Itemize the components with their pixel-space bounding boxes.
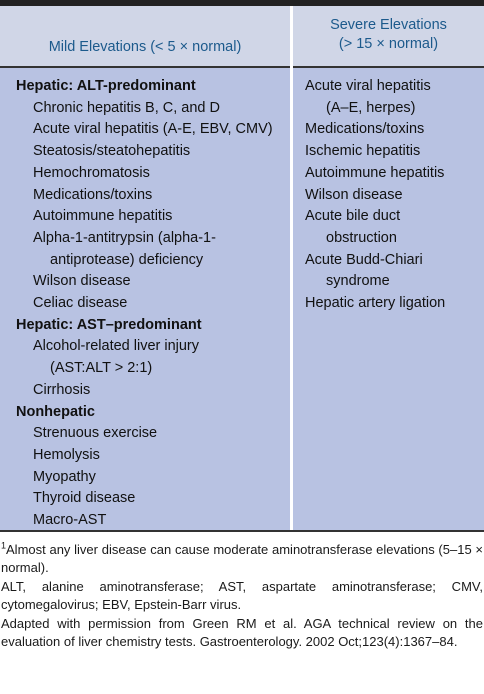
severe-elevations-header — [293, 6, 484, 68]
list-item: Hemolysis — [33, 446, 100, 463]
severe-elevations-list — [293, 76, 484, 315]
list-item: Wilson disease — [305, 186, 403, 203]
list-item-continuation: (A–E, herpes) — [326, 99, 416, 116]
footnote-1 — [1, 541, 483, 576]
list-item: Medications/toxins — [33, 186, 153, 203]
list-item-continuation: syndrome — [326, 273, 390, 290]
severe-elevations-column — [293, 6, 484, 530]
mild-elevations-header-text: Mild Elevations (< 5 × normal) — [48, 39, 242, 55]
list-item-continuation: obstruction — [326, 229, 397, 246]
list-item: Hemochromatosis — [33, 164, 150, 181]
list-item: Alpha-1-antitrypsin (alpha-1- — [33, 229, 216, 246]
mild-elevations-column — [0, 6, 290, 530]
severe-elevations-header-line2: (> 15 × normal) — [338, 36, 439, 52]
list-item: Autoimmune hepatitis — [33, 208, 173, 225]
list-item: Steatosis/steatohepatitis — [33, 143, 191, 160]
list-item-continuation: antiprotease) deficiency — [50, 251, 204, 268]
list-item: Strenuous exercise — [33, 425, 158, 442]
footnote-marker: 1 — [1, 540, 7, 551]
bottom-rule — [0, 530, 484, 532]
list-item: Cirrhosis — [33, 381, 91, 398]
footnote-source: Adapted with permission from Green RM et al. AGA technical review on the evaluation of liver chemistry tests. Gastroenterology. 2002 Oct;123(4):1367–84. — [1, 616, 483, 649]
list-item: Wilson disease — [33, 273, 131, 290]
list-item: Acute viral hepatitis (A-E, EBV, CMV) — [33, 121, 273, 138]
list-item: Acute Budd-Chiari — [305, 251, 423, 268]
footnote-abbreviations: ALT, alanine aminotransferase; AST, aspartate aminotransferase; CMV, cytomegalovirus; EBV, Epstein-Barr virus. — [1, 579, 483, 612]
list-item: Thyroid disease — [33, 490, 136, 507]
list-item: Acute bile duct — [305, 208, 401, 225]
list-item: Macro-AST — [33, 512, 107, 529]
mild-elevations-body — [0, 68, 290, 530]
group-title-ast-predominant: Hepatic: AST–predominant — [16, 316, 202, 333]
list-item: Ischemic hepatitis — [305, 143, 421, 160]
list-item: Acute viral hepatitis — [305, 78, 431, 94]
list-item: Chronic hepatitis B, C, and D — [33, 99, 220, 116]
severe-elevations-header-line1: Severe Elevations — [330, 17, 447, 33]
severe-elevations-body — [293, 68, 484, 530]
group-title-nonhepatic: Nonhepatic — [16, 403, 95, 420]
list-item: Alcohol-related liver injury — [33, 338, 200, 355]
list-item: Hepatic artery ligation — [305, 295, 446, 312]
list-item: Myopathy — [33, 468, 96, 485]
aminotransferase-elevation-table — [0, 6, 484, 530]
list-item: Medications/toxins — [305, 121, 425, 138]
footnote-1-text: Almost any liver disease can cause moderate aminotransferase elevations (5–15 × normal). — [1, 542, 483, 575]
mild-elevations-header — [0, 6, 290, 68]
list-item-continuation: (AST:ALT > 2:1) — [50, 360, 153, 377]
group-title-alt-predominant: Hepatic: ALT-predominant — [16, 78, 196, 94]
mild-elevations-list — [0, 76, 290, 532]
list-item: Celiac disease — [33, 295, 128, 312]
list-item: Autoimmune hepatitis — [305, 164, 445, 181]
footnotes — [1, 541, 483, 653]
